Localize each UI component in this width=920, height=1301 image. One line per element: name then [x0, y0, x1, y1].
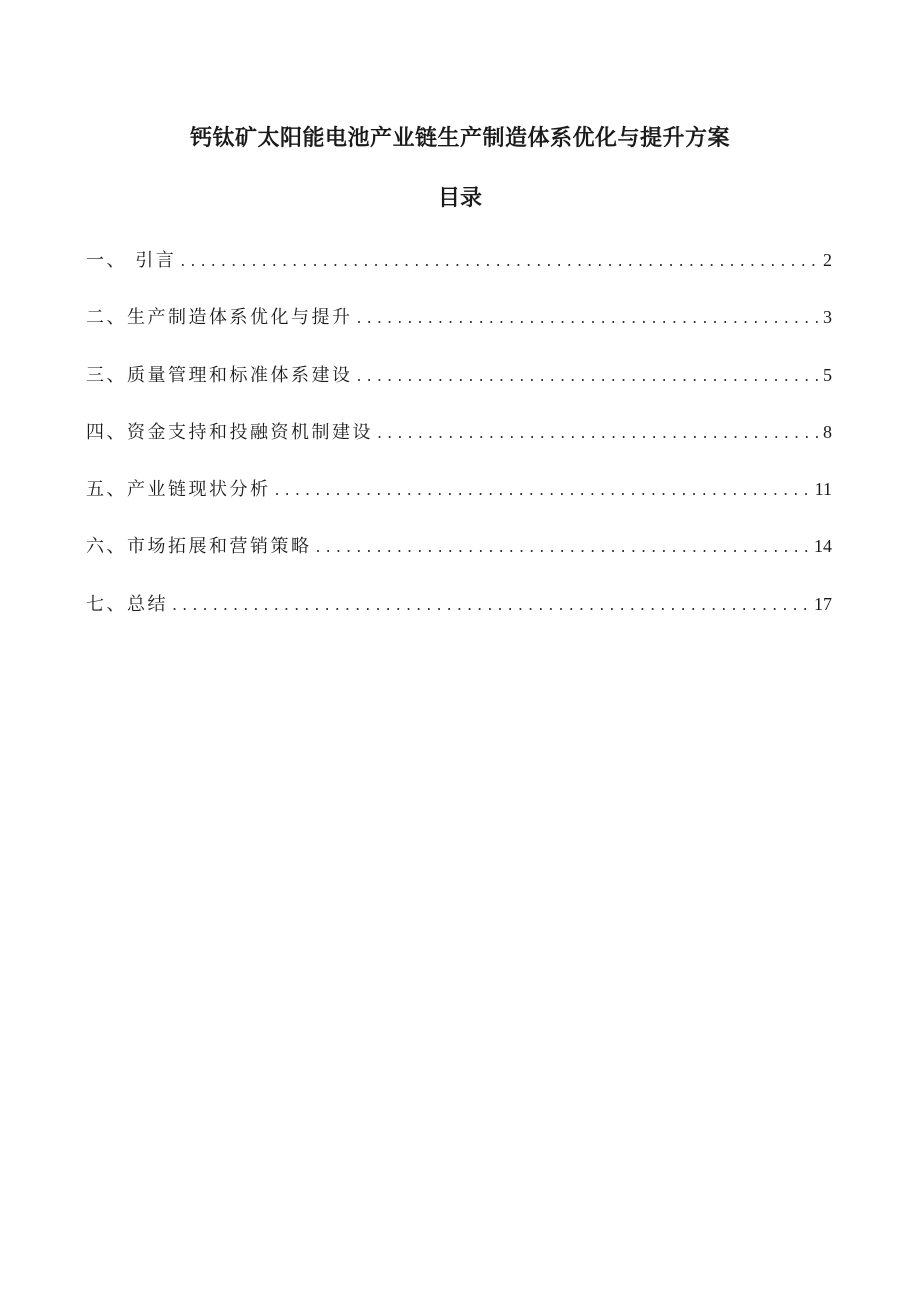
toc-entry-label: 三、质量管理和标准体系建设	[86, 364, 353, 386]
toc-entry-page: 11	[814, 479, 832, 500]
toc-entry-marketing[interactable]	[86, 532, 832, 589]
toc-entry-summary[interactable]	[86, 590, 832, 647]
toc-dot-leader	[316, 533, 811, 561]
toc-entry-industry-status[interactable]	[86, 475, 832, 532]
toc-entry-page: 17	[814, 593, 832, 614]
toc-dot-leader	[172, 591, 810, 619]
toc-entry-label: 二、生产制造体系优化与提升	[86, 307, 353, 329]
toc-entry-label: 四、资金支持和投融资机制建设	[86, 421, 373, 443]
document-title: 钙钛矿太阳能电池产业链生产制造体系优化与提升方案	[189, 126, 730, 151]
toc-entry-label: 五、产业链现状分析	[86, 479, 271, 501]
toc-dot-leader	[357, 362, 820, 390]
toc-entry-label: 一、 引言	[86, 250, 177, 271]
toc-heading: 目录	[437, 186, 482, 211]
toc-dot-leader	[377, 419, 819, 447]
toc-entry-production-system[interactable]	[86, 303, 832, 360]
table-of-contents	[86, 246, 832, 647]
toc-dot-leader	[275, 476, 811, 504]
toc-dot-leader	[357, 304, 820, 332]
toc-entry-page: 2	[823, 250, 832, 270]
toc-entry-introduction[interactable]	[86, 246, 832, 303]
toc-entry-page: 3	[823, 307, 832, 328]
toc-entry-page: 14	[814, 536, 832, 557]
toc-entry-page: 5	[823, 364, 832, 385]
toc-entry-label: 六、市场拓展和营销策略	[86, 536, 312, 558]
toc-entry-label: 七、总结	[86, 593, 168, 615]
toc-entry-page: 8	[823, 421, 832, 442]
toc-entry-financing[interactable]	[86, 418, 832, 475]
toc-entry-quality-management[interactable]	[86, 361, 832, 418]
toc-dot-leader	[180, 247, 819, 275]
